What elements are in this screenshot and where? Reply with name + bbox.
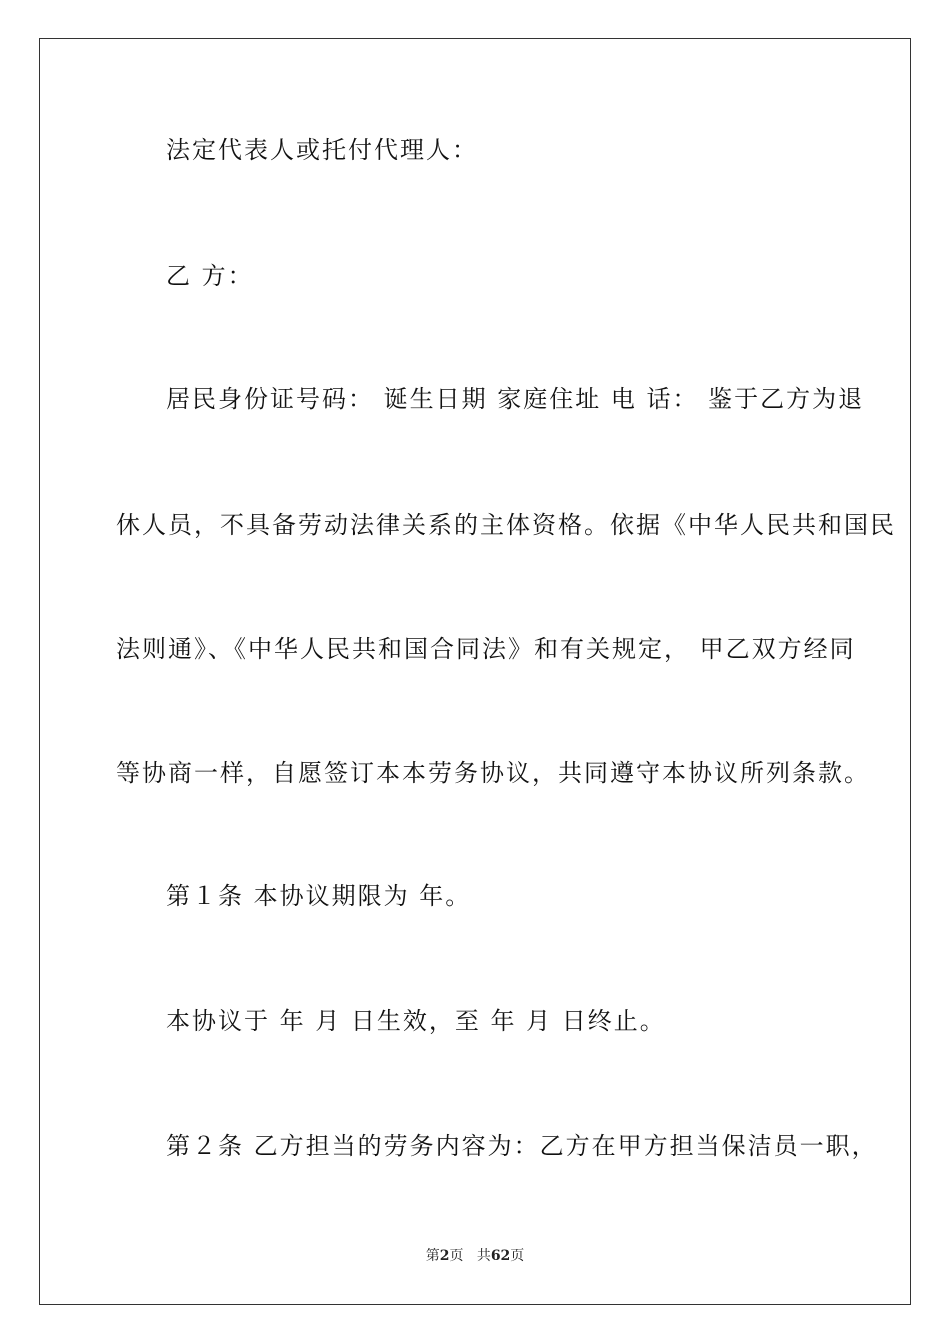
page-label-suffix: 页 xyxy=(449,1248,464,1264)
text-line-laws: 法则通》、《中华人民共和国合同法》和有关规定， 甲乙双方经同 xyxy=(116,635,856,663)
text-line-id-info: 居民身份证号码： 诞生日期 家庭住址 电 话： 鉴于乙方为退 xyxy=(166,385,865,413)
page-border xyxy=(39,38,911,1305)
page-number: 2 xyxy=(439,1248,450,1264)
text-line-article-2: 第２条 乙方担当的劳务内容为：乙方在甲方担当保洁员一职， xyxy=(166,1132,878,1160)
total-label-suffix: 页 xyxy=(510,1248,525,1264)
page-footer xyxy=(0,1247,950,1265)
total-label-prefix: 共 xyxy=(476,1248,491,1264)
total-pages: 62 xyxy=(490,1248,511,1264)
text-line-agreement: 等协商一样，自愿签订本本劳务协议，共同遵守本协议所列条款。 xyxy=(116,759,870,787)
text-line-article-1: 第１条 本协议期限为 年。 xyxy=(166,882,472,910)
text-line-effective-dates: 本协议于 年 月 日生效，至 年 月 日终止。 xyxy=(166,1007,666,1035)
text-line-representative: 法定代表人或托付代理人： xyxy=(166,136,478,164)
page-label-prefix: 第 xyxy=(425,1248,440,1264)
text-line-retiree: 休人员，不具备劳动法律关系的主体资格。依据《中华人民共和国民 xyxy=(116,511,896,539)
text-line-party-b: 乙 方： xyxy=(166,262,254,290)
